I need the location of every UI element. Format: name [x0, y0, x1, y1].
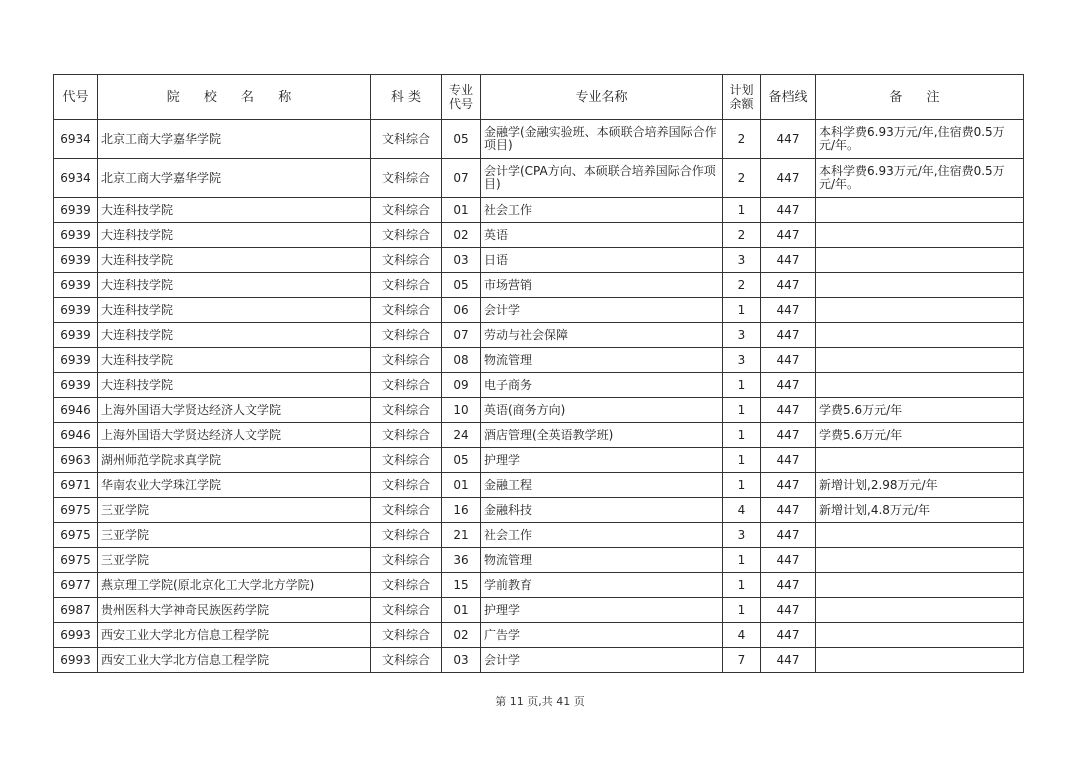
cell-code: 6939: [54, 223, 98, 248]
table-row: [54, 523, 1024, 548]
cell-major: 电子商务: [481, 373, 723, 398]
cell-major: 英语(商务方向): [481, 398, 723, 423]
cell-category: 文科综合: [371, 348, 442, 373]
cell-major-code: 36: [442, 548, 481, 573]
cell-code: 6939: [54, 248, 98, 273]
cell-major: 会计学(CPA方向、本硕联合培养国际合作项目): [481, 159, 723, 198]
cell-school: 大连科技学院: [98, 223, 371, 248]
cell-code: 6963: [54, 448, 98, 473]
cell-cutoff: 447: [761, 120, 816, 159]
cell-major-code: 05: [442, 273, 481, 298]
cell-plan: 1: [723, 573, 761, 598]
cell-code: 6939: [54, 298, 98, 323]
table-row: [54, 273, 1024, 298]
cell-code: 6975: [54, 548, 98, 573]
cell-remark: [816, 573, 1024, 598]
cell-remark: 本科学费6.93万元/年,住宿费0.5万元/年。: [816, 120, 1024, 159]
cell-category: 文科综合: [371, 623, 442, 648]
cell-major-code: 21: [442, 523, 481, 548]
cell-school: 大连科技学院: [98, 373, 371, 398]
cell-cutoff: 447: [761, 398, 816, 423]
cell-code: 6975: [54, 523, 98, 548]
cell-major-code: 16: [442, 498, 481, 523]
table-row: [54, 198, 1024, 223]
page-footer: 第 11 页,共 41 页: [495, 695, 585, 708]
cell-category: 文科综合: [371, 573, 442, 598]
header-plan-remaining: 计划余额: [723, 75, 761, 120]
cell-plan: 1: [723, 598, 761, 623]
cell-category: 文科综合: [371, 223, 442, 248]
cell-major-code: 02: [442, 623, 481, 648]
cell-major-code: 03: [442, 248, 481, 273]
cell-school: 大连科技学院: [98, 348, 371, 373]
cell-plan: 3: [723, 248, 761, 273]
cell-major: 金融学(金融实验班、本硕联合培养国际合作项目): [481, 120, 723, 159]
table-row: [54, 348, 1024, 373]
cell-plan: 1: [723, 423, 761, 448]
cell-cutoff: 447: [761, 323, 816, 348]
table-row: [54, 573, 1024, 598]
cell-plan: 1: [723, 198, 761, 223]
cell-code: 6939: [54, 273, 98, 298]
table-row: [54, 159, 1024, 198]
table-row: [54, 623, 1024, 648]
cell-major-code: 02: [442, 223, 481, 248]
cell-category: 文科综合: [371, 198, 442, 223]
cell-cutoff: 447: [761, 373, 816, 398]
cell-major: 学前教育: [481, 573, 723, 598]
cell-remark: [816, 523, 1024, 548]
cell-major: 广告学: [481, 623, 723, 648]
header-code: 代号: [54, 75, 98, 120]
cell-category: 文科综合: [371, 523, 442, 548]
cell-school: 西安工业大学北方信息工程学院: [98, 623, 371, 648]
cell-major-code: 06: [442, 298, 481, 323]
cell-major-code: 03: [442, 648, 481, 673]
cell-category: 文科综合: [371, 298, 442, 323]
cell-major: 会计学: [481, 648, 723, 673]
cell-category: 文科综合: [371, 248, 442, 273]
cell-remark: [816, 298, 1024, 323]
cell-school: 大连科技学院: [98, 198, 371, 223]
cell-code: 6971: [54, 473, 98, 498]
cell-remark: [816, 323, 1024, 348]
cell-school: 华南农业大学珠江学院: [98, 473, 371, 498]
cell-remark: 新增计划,2.98万元/年: [816, 473, 1024, 498]
cell-code: 6939: [54, 373, 98, 398]
cell-cutoff: 447: [761, 159, 816, 198]
cell-plan: 2: [723, 273, 761, 298]
table-row: [54, 648, 1024, 673]
table-row: [54, 223, 1024, 248]
cell-remark: [816, 223, 1024, 248]
table-body: [54, 120, 1024, 673]
cell-code: 6946: [54, 398, 98, 423]
cell-school: 大连科技学院: [98, 298, 371, 323]
cell-cutoff: 447: [761, 498, 816, 523]
cell-school: 燕京理工学院(原北京化工大学北方学院): [98, 573, 371, 598]
cell-category: 文科综合: [371, 423, 442, 448]
header-school: 院 校 名 称: [98, 75, 371, 120]
cell-major: 日语: [481, 248, 723, 273]
cell-cutoff: 447: [761, 273, 816, 298]
cell-plan: 3: [723, 523, 761, 548]
cell-major: 英语: [481, 223, 723, 248]
cell-cutoff: 447: [761, 548, 816, 573]
cell-school: 大连科技学院: [98, 248, 371, 273]
cell-cutoff: 447: [761, 348, 816, 373]
cell-plan: 4: [723, 498, 761, 523]
cell-school: 上海外国语大学贤达经济人文学院: [98, 398, 371, 423]
cell-category: 文科综合: [371, 448, 442, 473]
cell-major-code: 10: [442, 398, 481, 423]
cell-major: 护理学: [481, 448, 723, 473]
table-header-row: [54, 75, 1024, 120]
cell-remark: [816, 448, 1024, 473]
cell-category: 文科综合: [371, 498, 442, 523]
cell-code: 6975: [54, 498, 98, 523]
cell-remark: 本科学费6.93万元/年,住宿费0.5万元/年。: [816, 159, 1024, 198]
cell-cutoff: 447: [761, 223, 816, 248]
cell-remark: [816, 273, 1024, 298]
header-category: 科 类: [371, 75, 442, 120]
cell-remark: 新增计划,4.8万元/年: [816, 498, 1024, 523]
cell-school: 大连科技学院: [98, 273, 371, 298]
table-row: [54, 498, 1024, 523]
cell-remark: 学费5.6万元/年: [816, 423, 1024, 448]
cell-cutoff: 447: [761, 298, 816, 323]
cell-cutoff: 447: [761, 523, 816, 548]
cell-category: 文科综合: [371, 323, 442, 348]
cell-code: 6993: [54, 623, 98, 648]
cell-category: 文科综合: [371, 120, 442, 159]
cell-major: 护理学: [481, 598, 723, 623]
cell-plan: 1: [723, 373, 761, 398]
cell-plan: 2: [723, 159, 761, 198]
cell-remark: [816, 248, 1024, 273]
cell-major-code: 01: [442, 198, 481, 223]
cell-plan: 2: [723, 223, 761, 248]
cell-major-code: 05: [442, 120, 481, 159]
cell-major-code: 09: [442, 373, 481, 398]
cell-code: 6987: [54, 598, 98, 623]
cell-plan: 1: [723, 298, 761, 323]
cell-major: 市场营销: [481, 273, 723, 298]
cell-remark: [816, 198, 1024, 223]
cell-school: 湖州师范学院求真学院: [98, 448, 371, 473]
cell-major-code: 24: [442, 423, 481, 448]
table-row: [54, 323, 1024, 348]
cell-cutoff: 447: [761, 473, 816, 498]
table-row: [54, 398, 1024, 423]
cell-remark: [816, 373, 1024, 398]
cell-plan: 3: [723, 348, 761, 373]
cell-cutoff: 447: [761, 648, 816, 673]
table-row: [54, 248, 1024, 273]
cell-code: 6939: [54, 198, 98, 223]
cell-school: 贵州医科大学神奇民族医药学院: [98, 598, 371, 623]
cell-major-code: 05: [442, 448, 481, 473]
cell-school: 西安工业大学北方信息工程学院: [98, 648, 371, 673]
cell-plan: 7: [723, 648, 761, 673]
cell-major-code: 01: [442, 473, 481, 498]
cell-category: 文科综合: [371, 273, 442, 298]
cell-code: 6939: [54, 323, 98, 348]
cell-cutoff: 447: [761, 448, 816, 473]
cell-school: 三亚学院: [98, 523, 371, 548]
cell-major: 劳动与社会保障: [481, 323, 723, 348]
cell-remark: [816, 348, 1024, 373]
cell-major: 物流管理: [481, 348, 723, 373]
table-row: [54, 423, 1024, 448]
table-row: [54, 473, 1024, 498]
cell-code: 6993: [54, 648, 98, 673]
header-cutoff: 备档线: [761, 75, 816, 120]
cell-school: 北京工商大学嘉华学院: [98, 159, 371, 198]
cell-plan: 1: [723, 448, 761, 473]
cell-cutoff: 447: [761, 423, 816, 448]
cell-remark: [816, 648, 1024, 673]
header-major-code: 专业代号: [442, 75, 481, 120]
cell-cutoff: 447: [761, 248, 816, 273]
cell-school: 上海外国语大学贤达经济人文学院: [98, 423, 371, 448]
cell-remark: 学费5.6万元/年: [816, 398, 1024, 423]
cell-category: 文科综合: [371, 373, 442, 398]
table-row: [54, 298, 1024, 323]
cell-plan: 2: [723, 120, 761, 159]
table-row: [54, 373, 1024, 398]
cell-cutoff: 447: [761, 198, 816, 223]
cell-code: 6934: [54, 120, 98, 159]
header-remark: 备 注: [816, 75, 1024, 120]
cell-plan: 3: [723, 323, 761, 348]
table-row: [54, 120, 1024, 159]
cell-code: 6939: [54, 348, 98, 373]
cell-major-code: 07: [442, 159, 481, 198]
header-major-name: 专业名称: [481, 75, 723, 120]
table-row: [54, 598, 1024, 623]
cell-category: 文科综合: [371, 473, 442, 498]
cell-major-code: 01: [442, 598, 481, 623]
cell-category: 文科综合: [371, 648, 442, 673]
cell-major: 金融科技: [481, 498, 723, 523]
cell-major: 金融工程: [481, 473, 723, 498]
cell-major-code: 07: [442, 323, 481, 348]
cell-school: 三亚学院: [98, 548, 371, 573]
cell-cutoff: 447: [761, 623, 816, 648]
cell-category: 文科综合: [371, 159, 442, 198]
cell-major: 物流管理: [481, 548, 723, 573]
cell-code: 6946: [54, 423, 98, 448]
cell-school: 北京工商大学嘉华学院: [98, 120, 371, 159]
cell-major: 社会工作: [481, 198, 723, 223]
cell-plan: 4: [723, 623, 761, 648]
cell-major: 会计学: [481, 298, 723, 323]
cell-major-code: 08: [442, 348, 481, 373]
cell-plan: 1: [723, 473, 761, 498]
cell-school: 大连科技学院: [98, 323, 371, 348]
table-row: [54, 448, 1024, 473]
cell-code: 6934: [54, 159, 98, 198]
table-row: [54, 548, 1024, 573]
cell-major-code: 15: [442, 573, 481, 598]
cell-code: 6977: [54, 573, 98, 598]
cell-cutoff: 447: [761, 598, 816, 623]
cell-category: 文科综合: [371, 398, 442, 423]
cell-major: 社会工作: [481, 523, 723, 548]
cell-plan: 1: [723, 398, 761, 423]
cell-school: 三亚学院: [98, 498, 371, 523]
cell-major: 酒店管理(全英语教学班): [481, 423, 723, 448]
cell-remark: [816, 623, 1024, 648]
cell-category: 文科综合: [371, 548, 442, 573]
cell-remark: [816, 548, 1024, 573]
cell-remark: [816, 598, 1024, 623]
cell-category: 文科综合: [371, 598, 442, 623]
cell-cutoff: 447: [761, 573, 816, 598]
cell-plan: 1: [723, 548, 761, 573]
admission-table: [53, 74, 1024, 673]
